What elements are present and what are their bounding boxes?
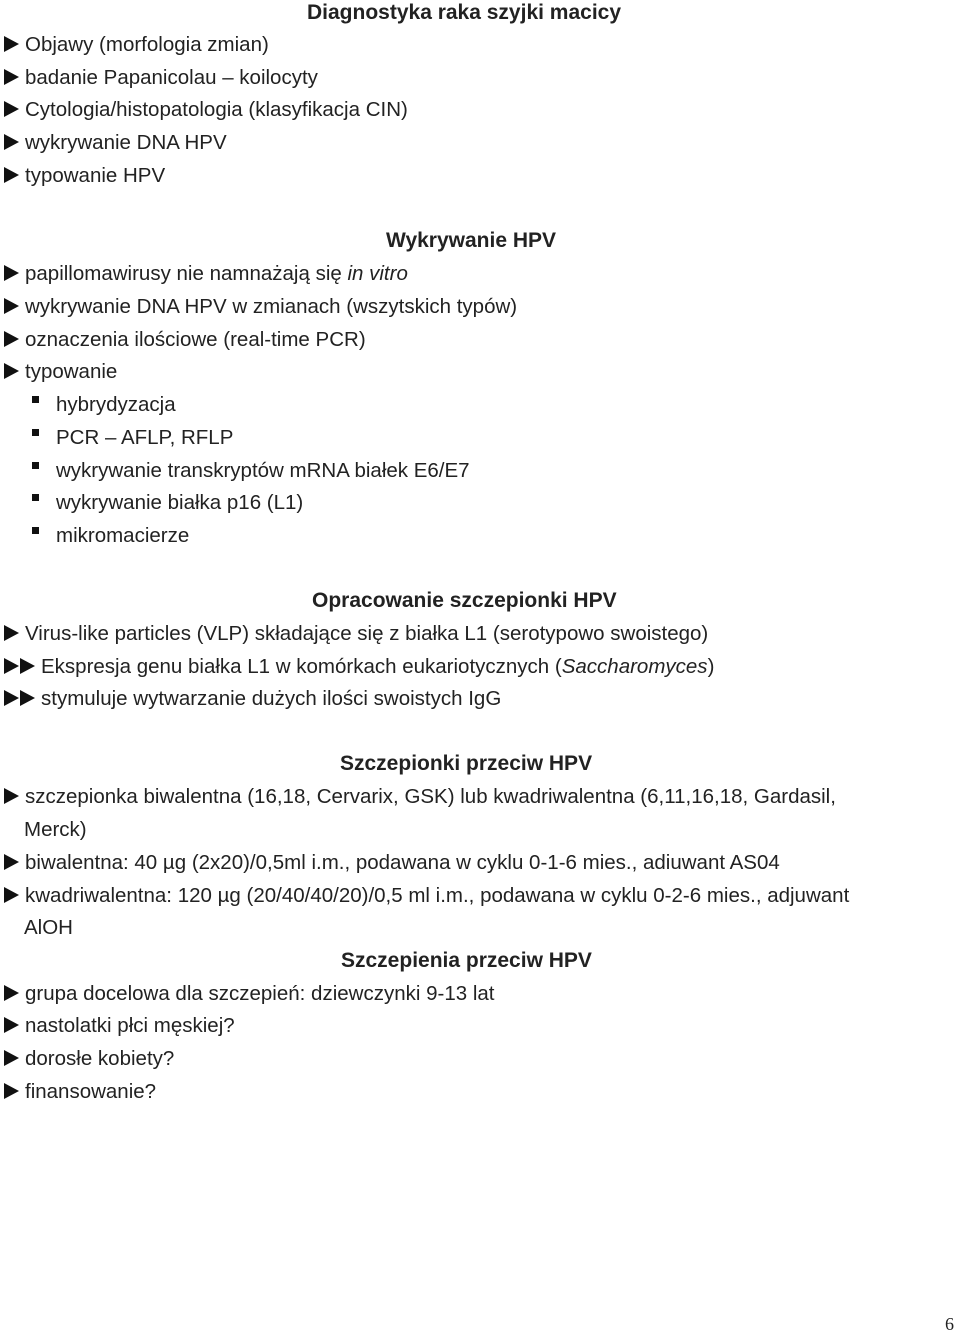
list-item-text: Cytologia/histopatologia (klasyfikacja CIN) [25, 98, 408, 121]
list-item-text: badanie Papanicolau – koilocyty [25, 66, 318, 89]
sub-list-item [4, 393, 176, 417]
list-item-italic-text: Saccharomyces [561, 655, 708, 678]
triangle-bullet-icon [4, 1083, 19, 1099]
list-item [4, 131, 227, 155]
list-item-text: finansowanie? [25, 1080, 157, 1103]
list-item [4, 164, 165, 188]
list-item-text-end: ) [707, 655, 715, 678]
square-bullet-icon [32, 462, 39, 469]
sub-list-item [4, 426, 233, 450]
square-bullet-icon [32, 527, 39, 534]
triangle-bullet-icon [4, 363, 19, 379]
triangle-bullet-icon [4, 788, 19, 804]
triangle-bullet-icon [4, 298, 19, 314]
triangle-bullet-icon [4, 1050, 19, 1066]
list-item-text: wykrywanie DNA HPV w zmianach (wszytskich typów) [25, 295, 518, 318]
list-item-italic-text: in vitro [347, 262, 408, 285]
list-item-text: szczepionka biwalentna (16,18, Cervarix, GSK) lub kwadriwalentna (6,11,16,18, Gardasil, [25, 785, 836, 808]
list-item [4, 66, 318, 90]
sub-list-item-text: wykrywanie transkryptów mRNA białek E6/E7 [56, 459, 470, 482]
triangle-bullet-icon [4, 985, 19, 1001]
list-item [4, 1080, 156, 1104]
list-item [4, 98, 408, 122]
triangle-bullet-icon [4, 690, 19, 706]
heading-diagnostyka: Diagnostyka raka szyjki macicy [307, 1, 622, 24]
list-item [4, 982, 494, 1006]
sub-list-item [4, 491, 303, 515]
square-bullet-icon [32, 396, 39, 403]
sub-list-item-text: mikromacierze [56, 524, 190, 547]
triangle-bullet-icon [4, 101, 19, 117]
list-item [4, 655, 714, 679]
triangle-bullet-icon [4, 625, 19, 641]
sub-list-item-text: PCR – AFLP, RFLP [56, 426, 234, 449]
triangle-bullet-icon [4, 36, 19, 52]
list-item-text: Ekspresja genu białka L1 w komórkach eukariotycznych ( [41, 655, 562, 678]
triangle-bullet-icon [4, 658, 19, 674]
list-item-text: kwadriwalentna: 120 µg (20/40/40/20)/0,5 ml i.m., podawana w cyklu 0-2-6 mies., adjuwant [25, 884, 850, 907]
triangle-bullet-icon [4, 134, 19, 150]
triangle-bullet-icon [4, 265, 19, 281]
list-item [4, 328, 366, 352]
list-item [4, 851, 780, 875]
list-item-text: Objawy (morfologia zmian) [25, 33, 269, 56]
list-item [4, 687, 501, 711]
list-item [4, 785, 836, 809]
list-item-text: biwalentna: 40 µg (2x20)/0,5ml i.m., podawana w cyklu 0-1-6 mies., adiuwant AS04 [25, 851, 780, 874]
list-item-text: typowanie [25, 360, 118, 383]
list-item-text: stymuluje wytwarzanie dużych ilości swoistych IgG [41, 687, 502, 710]
list-item-text: typowanie HPV [25, 164, 166, 187]
triangle-bullet-icon [4, 69, 19, 85]
list-item [4, 295, 517, 319]
triangle-bullet-icon [4, 167, 19, 183]
square-bullet-icon [32, 494, 39, 501]
list-item-text: nastolatki płci męskiej? [25, 1014, 235, 1037]
list-item [4, 884, 849, 908]
triangle-bullet-icon [4, 1017, 19, 1033]
sub-list-item-text: hybrydyzacja [56, 393, 176, 416]
list-item-text: papillomawirusy nie namnażają się [25, 262, 348, 285]
list-item-text: wykrywanie DNA HPV [25, 131, 227, 154]
list-item-text: oznaczenia ilościowe (real-time PCR) [25, 328, 366, 351]
sub-list-item [4, 524, 189, 548]
list-item-text: grupa docelowa dla szczepień: dziewczynki 9-13 lat [25, 982, 495, 1005]
triangle-bullet-icon [20, 658, 35, 674]
list-item [4, 1047, 174, 1071]
page-number: 6 [945, 1314, 954, 1334]
heading-szczepienia: Szczepienia przeciw HPV [341, 949, 592, 972]
list-item [4, 33, 269, 57]
list-item-continuation: Merck) [24, 818, 87, 841]
list-item-text: dorosłe kobiety? [25, 1047, 175, 1070]
heading-szczepionki: Szczepionki przeciw HPV [340, 752, 593, 775]
list-item [4, 262, 408, 286]
list-item [4, 622, 708, 646]
sub-list-item [4, 459, 470, 483]
triangle-bullet-icon [20, 690, 35, 706]
sub-list-item-text: wykrywanie białka p16 (L1) [56, 491, 304, 514]
list-item-continuation: AlOH [24, 916, 73, 939]
square-bullet-icon [32, 429, 39, 436]
heading-opracowanie: Opracowanie szczepionki HPV [312, 589, 617, 612]
list-item-text: Virus-like particles (VLP) składające się z białka L1 (serotypowo swoistego) [25, 622, 709, 645]
triangle-bullet-icon [4, 854, 19, 870]
list-item [4, 1014, 235, 1038]
triangle-bullet-icon [4, 887, 19, 903]
list-item [4, 360, 117, 384]
triangle-bullet-icon [4, 331, 19, 347]
heading-wykrywanie: Wykrywanie HPV [386, 229, 557, 252]
